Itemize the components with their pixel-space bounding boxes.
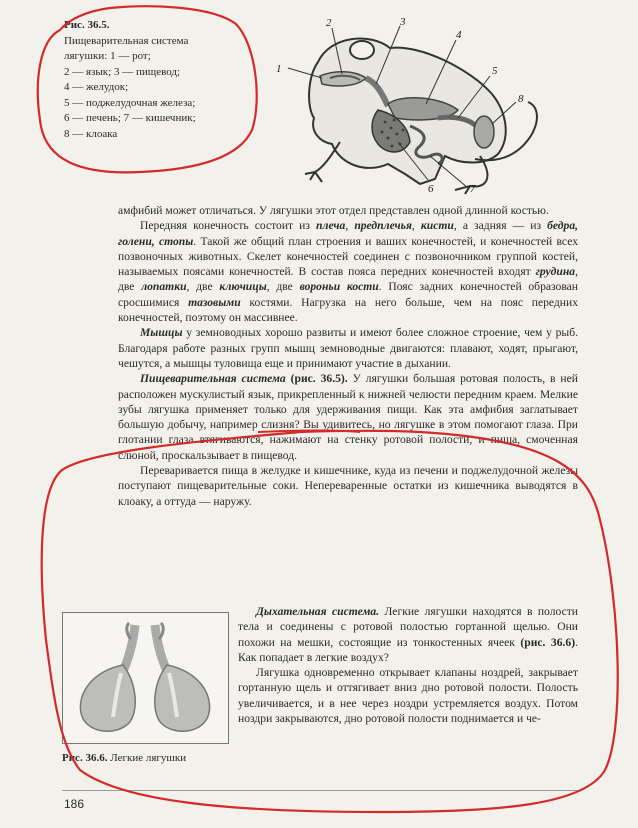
paragraph: амфибий может отличаться. У лягушки этот отдел представлен одной длинной костью. [118, 204, 549, 217]
figure-36-5-title: Рис. 36.5. [64, 19, 110, 31]
label-1: 1 [276, 63, 282, 75]
label-3: 3 [400, 16, 406, 28]
paragraph-muscles: Мышцы у земноводных хорошо развиты и имеют более сложное строение, чем у рыб. Благодаря работе разных групп мышц земноводные двигаются: плавают, ходят, прыгают, чешутся, а мышцы туловища еще и принимают участие в дыхании. [118, 326, 578, 370]
caption-line: 5 — поджелудочная железа; [64, 96, 196, 109]
paragraph-breathing: Лягушка одновременно открывает клапаны ноздрей, закрывает гортанную щель и оттягивает вниз дно ротовой полости. Полость увеличивается, и в нее через ноздри устремляется воздух. Потом ноздри закрываются, дно ротовой полости поднимается и че- [238, 666, 578, 726]
figure-36-6-caption: Рис. 36.6. Легкие лягушки [62, 752, 187, 764]
page-number: 186 [64, 797, 85, 811]
caption-line: 4 — желудок; [64, 81, 129, 93]
caption-line: Пищеварительная система [64, 34, 189, 47]
frog-digestive-diagram [270, 14, 560, 196]
label-2: 2 [326, 17, 332, 29]
figure-36-5-caption [64, 18, 264, 142]
paragraph-digestive: Пищеварительная система (рис. 36.5). У лягушки большая ротовая полость, в ней расположен мускулистый язык, прикрепленный к нижней челюсти передним краем. Мелкие зубы лягушка применяет только для удерживания пищи. Как эта амфибия заглатывает большую добычу, например слизня? Вы удивитесь, но лягушке в этом помогают глаза. При глотании глаза втягиваются, нажимают на стенку ротовой полости, и пища, смоченная слюной, проскальзывает в пищевод. [118, 372, 578, 462]
body-text [118, 203, 578, 509]
paragraph-limbs: Передняя конечность состоит из плеча, предплечья, кисти, а задняя — из бедра, голени, стопы. Такой же общий план строения и ваших конечностей, и конечностей всех позвоночных животных. Скелет конечностей соединен с позвоночником группой костей, называемых поясами конечностей. В состав пояса передних конечностей входят грудина, две лопатки, две ключицы, две вороньи кости. Пояс задних конечностей образован сросшимися тазовыми костями. Нагрузка на него больше, чем на пояс передних конечностей, поэтому он массивнее. [118, 219, 579, 325]
label-7: 7 [470, 183, 476, 195]
paragraph-digestion: Переваривается пища в желудке и кишечнике, куда из печени и поджелудочной железы поступают пищеварительные соки. Непереваренные остатки из кишечника выводятся в клоаку, а оттуда — наружу. [118, 464, 578, 508]
label-6: 6 [428, 183, 434, 195]
label-5: 5 [492, 65, 498, 77]
footer-rule [62, 790, 582, 791]
label-4: 4 [456, 29, 462, 41]
caption-line: 2 — язык; 3 — пищевод; [64, 65, 181, 78]
caption-line: 6 — печень; 7 — кишечник; [64, 112, 196, 124]
respiratory-text [238, 604, 578, 726]
label-8: 8 [518, 93, 524, 105]
caption-line: 8 — клоака [64, 127, 118, 140]
frog-lungs-illustration [62, 612, 229, 744]
caption-line: лягушки: 1 — рот; [64, 50, 151, 62]
paragraph-respiratory: Дыхательная система. Легкие лягушки находятся в полости тела и соединены с ротовой полостью гортанной щелью. Они похожи на мешки, состоящие из тонкостенных ячеек (рис. 36.6). Как попадает в легкие воздух? [238, 605, 578, 664]
